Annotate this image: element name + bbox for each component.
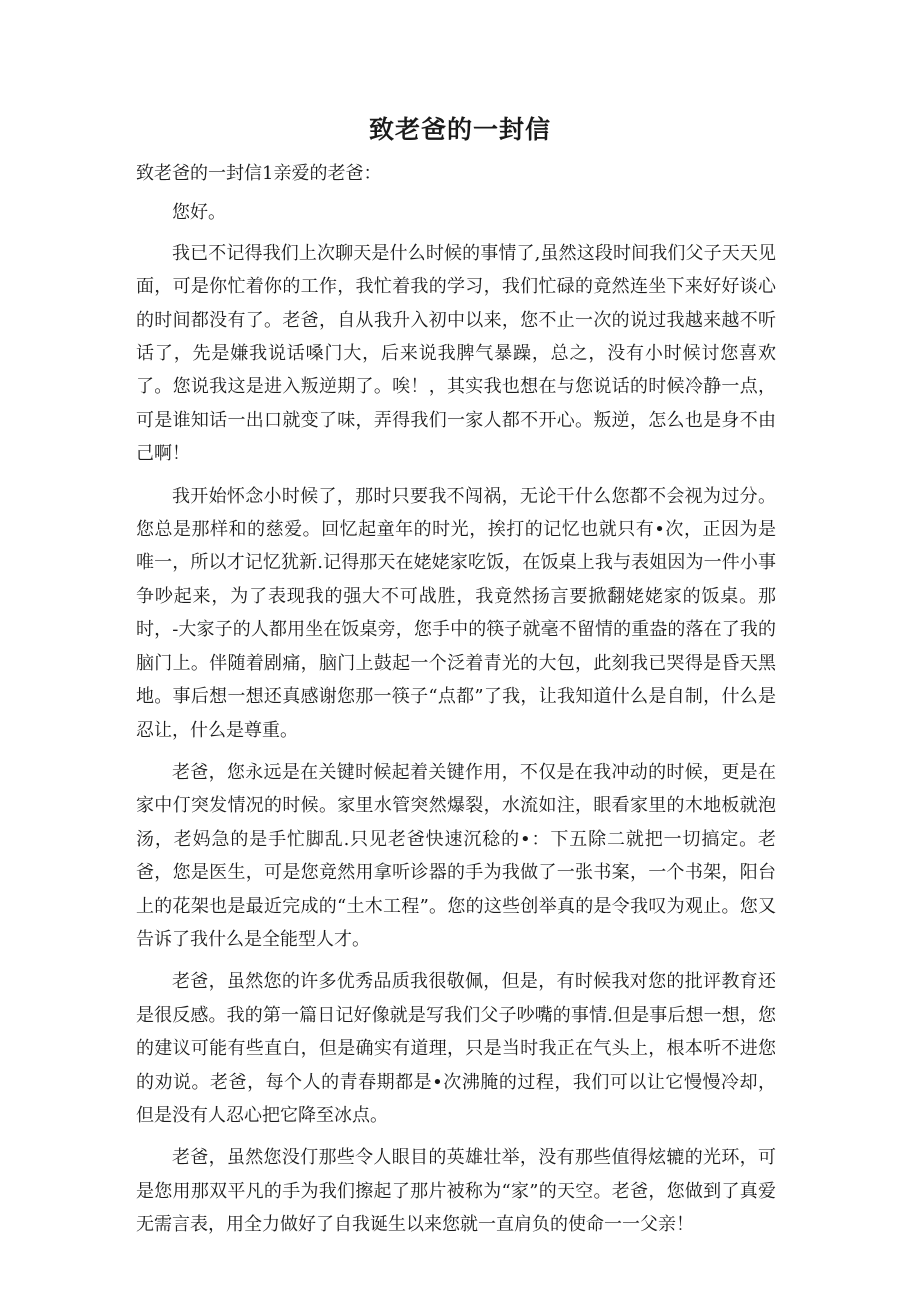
paragraph: 我已不记得我们上次聊天是什么时候的事情了,虽然这段时间我们父子天天见面，可是你忙着你的工作，我忙着我的学习，我们忙碌的竟然连坐下来好好谈心的时间都没有了。老爸，自从我升入初中以来，您不止一次的说过我越来越不听话了，先是嫌我说话嗓门大，后来说我脾气暴躁，总之，没有小时候讨您喜欢了。您说我这是进入叛逆期了。唉！，其实我也想在与您说话的时候冷静一点，可是谁知话一出口就变了味，弄得我们一家人都不开心。叛逆，怎么也是身不由己啊！	[136, 242, 776, 465]
document-title: 致老爸的一封信	[368, 115, 551, 144]
paragraph-greeting: 您好。	[172, 202, 226, 224]
paragraph: 老爸，虽然您的许多优秀品质我很敬佩，但是，有时候我对您的批评教育还是很反感。我的第一篇日记好像就是写我们父子吵嘴的事情.但是事后想一想，您的建议可能有些直白，但是确实有道理，只是当时我正在气头上，根本听不进您的劝说。老爸，每个人的青春期都是•次沸腌的过程，我们可以让它慢慢冷却，但是没有人忍心把它降至冰点。	[136, 971, 776, 1126]
letter-body	[136, 157, 776, 1251]
paragraph: 我开始怀念小时候了，那时只要我不闯祸，无论干什么您都不会视为过分。您总是那样和的慈爱。回忆起童年的时光，挨打的记忆也就只有•次，正因为是唯一，所以才记忆犹新.记得那天在姥姥家吃饭，在饭桌上我与表姐因为一件小事争吵起来，为了表现我的强大不可战胜，我竟然扬言要掀翻姥姥家的饭桌。那时，-大家子的人都用坐在饭桌旁，您手中的筷子就毫不留情的重盎的落在了我的脑门上。伴随着剧痛，脑门上鼓起一个泛着青光的大包，此刻我已哭得是昏天黑地。事后想一想还真感谢您那一筷子“点都”了我，让我知道什么是自制，什么是忍让，什么是尊重。	[136, 485, 776, 741]
paragraph: 老爸，虽然您没仃那些令人眼目的英雄壮举，没有那些值得炫辘的光环，可是您用那双平凡的手为我们擦起了那片被称为“家”的天空。老爸，您做到了真爱无需言表，用全力做好了自我诞生以来您就一直肩负的使命一一父亲！	[136, 1147, 776, 1236]
paragraph: 老爸，您永远是在关键时候起着关键作用，不仅是在我冲动的时候，更是在家中仃突发情况的时候。家里水管突然爆裂，水流如注，眼看家里的木地板就泡汤，老妈急的是手忙脚乱.只见老爸快速沉稔的•：下五除二就把一切搞定。老爸，您是医生，可是您竟然用拿听诊器的手为我做了一张书案，一个书架，阳台上的花架也是最近完成的“土木工程”。您的这些创举真的是令我叹为观止。您又告诉了我什么是全能型人才。	[136, 761, 776, 950]
salutation-line: 致老爸的一封信1亲爱的老爸：	[136, 163, 382, 184]
